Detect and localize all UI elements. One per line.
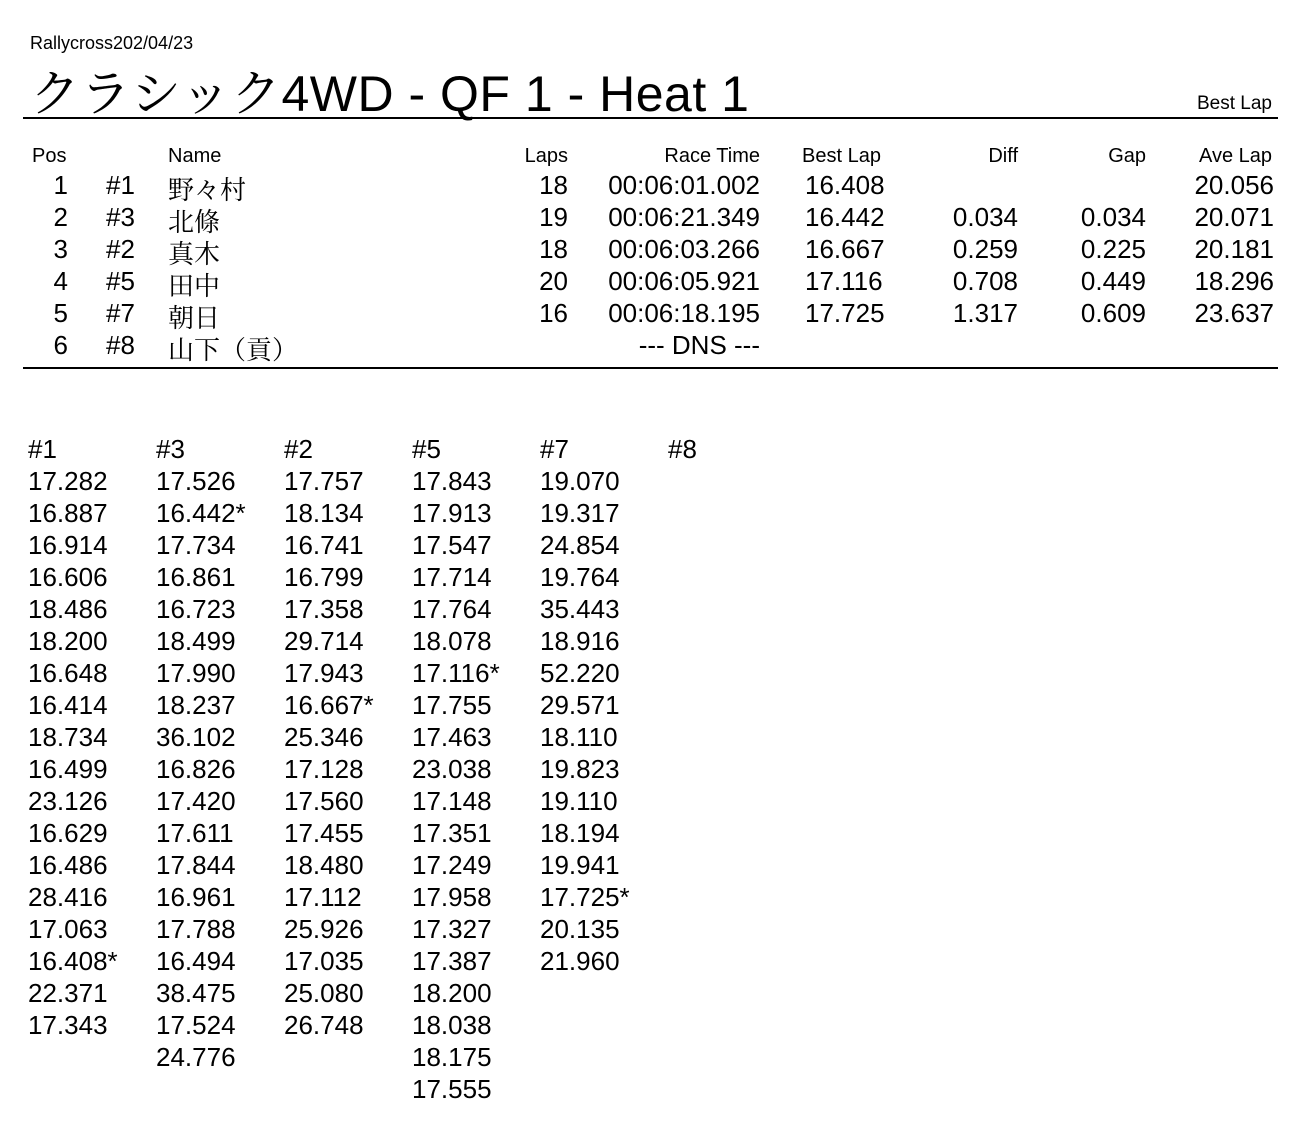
lap-time: 23.038	[412, 754, 492, 784]
cell-gap: 0.034	[1080, 202, 1146, 232]
lap-time: 17.063	[28, 914, 108, 944]
cell-race-time: --- DNS ---	[638, 330, 760, 360]
lap-time: 17.282	[28, 466, 108, 496]
lap-time: 19.764	[540, 562, 620, 592]
lap-time: 18.078	[412, 626, 492, 656]
lap-time: 16.486	[28, 850, 108, 880]
lap-time: 18.916	[540, 626, 620, 656]
lap-time: 18.480	[284, 850, 364, 880]
lap-time: 18.175	[412, 1042, 492, 1072]
cell-driver-name: 山下（貢）	[168, 335, 299, 365]
lap-time: 17.112	[284, 882, 362, 912]
col-header-ave-lap: Ave Lap	[1198, 145, 1272, 167]
lap-time: 16.648	[28, 658, 108, 688]
lap-time: 17.547	[412, 530, 492, 560]
lap-time: 17.420	[156, 786, 236, 816]
cell-pos: 1	[53, 170, 68, 200]
lap-time: 17.524	[156, 1010, 236, 1040]
lap-column	[28, 433, 156, 1041]
lap-time: 29.714	[284, 626, 364, 656]
lap-time: 23.126	[28, 786, 108, 816]
lap-time: 16.723	[156, 594, 236, 624]
lap-time: 18.110	[540, 722, 618, 752]
lap-time: 17.725*	[540, 882, 630, 912]
lap-time: 17.943	[284, 658, 364, 688]
cell-pos: 4	[53, 266, 68, 296]
lap-time: 17.757	[284, 466, 364, 496]
lap-time: 22.371	[28, 978, 108, 1008]
cell-driver-name: 野々村	[168, 175, 247, 205]
lap-column	[668, 433, 796, 465]
lap-time: 17.958	[412, 882, 492, 912]
cell-laps: 18	[539, 234, 568, 264]
cell-car-number: #8	[106, 330, 135, 360]
col-header-diff: Diff	[988, 145, 1018, 167]
lap-time: 21.960	[540, 946, 620, 976]
page-subtitle: Best Lap	[1197, 93, 1272, 114]
lap-time: 25.926	[284, 914, 364, 944]
cell-pos: 2	[53, 202, 68, 232]
cell-best-lap: 16.667	[805, 234, 885, 264]
cell-gap: 0.609	[1080, 298, 1146, 328]
cell-car-number: #2	[106, 234, 135, 264]
cell-gap: 0.225	[1080, 234, 1146, 264]
cell-best-lap: 16.408	[805, 170, 885, 200]
cell-pos: 3	[53, 234, 68, 264]
cell-race-time: 00:06:01.002	[608, 170, 760, 200]
cell-driver-name: 北條	[168, 207, 221, 237]
lap-time: 16.408*	[28, 946, 118, 976]
lap-time: 17.913	[412, 498, 492, 528]
lap-time: 17.844	[156, 850, 236, 880]
lap-time: 16.606	[28, 562, 108, 592]
lap-time: 19.941	[540, 850, 620, 880]
lap-time: 16.414	[28, 690, 108, 720]
lap-column-car-number: #8	[668, 434, 697, 464]
cell-race-time: 00:06:03.266	[608, 234, 760, 264]
lap-time: 16.861	[156, 562, 236, 592]
lap-time: 16.887	[28, 498, 108, 528]
lap-time: 25.346	[284, 722, 364, 752]
cell-diff: 0.259	[952, 234, 1018, 264]
lap-time: 18.200	[28, 626, 108, 656]
lap-time: 17.843	[412, 466, 492, 496]
col-header-best-lap: Best Lap	[802, 145, 881, 167]
lap-time: 18.200	[412, 978, 492, 1008]
cell-best-lap: 16.442	[805, 202, 885, 232]
page-title: クラシック4WD - QF 1 - Heat 1	[30, 66, 750, 122]
cell-laps: 19	[539, 202, 568, 232]
cell-ave-lap: 20.071	[1194, 202, 1274, 232]
cell-car-number: #7	[106, 298, 135, 328]
cell-diff: 0.708	[952, 266, 1018, 296]
lap-time: 17.555	[412, 1074, 492, 1104]
cell-diff: 0.034	[952, 202, 1018, 232]
lap-time: 17.358	[284, 594, 364, 624]
lap-time: 16.442*	[156, 498, 246, 528]
lap-time: 16.914	[28, 530, 108, 560]
lap-time: 17.526	[156, 466, 236, 496]
lap-column-car-number: #7	[540, 434, 569, 464]
lap-time: 17.990	[156, 658, 236, 688]
lap-column-car-number: #2	[284, 434, 313, 464]
lap-time: 38.475	[156, 978, 236, 1008]
lap-time: 18.237	[156, 690, 236, 720]
lap-time: 16.629	[28, 818, 108, 848]
cell-laps: 16	[539, 298, 568, 328]
lap-time: 18.499	[156, 626, 236, 656]
lap-time: 17.148	[412, 786, 492, 816]
lap-time: 19.823	[540, 754, 620, 784]
lap-time: 25.080	[284, 978, 364, 1008]
col-header-race-time: Race Time	[664, 145, 760, 167]
lap-time: 17.734	[156, 530, 236, 560]
cell-ave-lap: 20.181	[1194, 234, 1274, 264]
cell-car-number: #5	[106, 266, 135, 296]
lap-time: 17.788	[156, 914, 236, 944]
cell-gap: 0.449	[1080, 266, 1146, 296]
lap-time: 16.826	[156, 754, 236, 784]
lap-time: 17.249	[412, 850, 492, 880]
lap-time: 16.741	[284, 530, 364, 560]
lap-time: 18.134	[284, 498, 364, 528]
lap-time: 16.799	[284, 562, 364, 592]
lap-time: 19.110	[540, 786, 618, 816]
lap-column	[156, 433, 284, 1073]
lap-time: 17.343	[28, 1010, 108, 1040]
lap-time: 17.116*	[412, 658, 500, 688]
lap-time: 18.194	[540, 818, 620, 848]
cell-race-time: 00:06:05.921	[608, 266, 760, 296]
lap-time: 19.317	[540, 498, 620, 528]
lap-time: 17.611	[156, 818, 234, 848]
lap-time: 29.571	[540, 690, 620, 720]
cell-car-number: #1	[106, 170, 135, 200]
cell-race-time: 00:06:18.195	[608, 298, 760, 328]
event-label: Rallycross202/04/23	[30, 33, 194, 53]
lap-time: 17.755	[412, 690, 492, 720]
lap-time: 17.463	[412, 722, 492, 752]
lap-time: 16.499	[28, 754, 108, 784]
lap-time: 18.734	[28, 722, 108, 752]
cell-diff: 1.317	[952, 298, 1018, 328]
cell-ave-lap: 18.296	[1194, 266, 1274, 296]
lap-time: 17.455	[284, 818, 364, 848]
lap-time: 28.416	[28, 882, 108, 912]
cell-best-lap: 17.116	[805, 266, 883, 296]
lap-time: 18.486	[28, 594, 108, 624]
bottom-divider	[23, 367, 1278, 369]
lap-time: 17.714	[412, 562, 492, 592]
lap-time: 16.961	[156, 882, 236, 912]
lap-time: 17.560	[284, 786, 364, 816]
lap-time: 16.494	[156, 946, 236, 976]
lap-time: 35.443	[540, 594, 620, 624]
lap-time: 18.038	[412, 1010, 492, 1040]
lap-column-car-number: #1	[28, 434, 57, 464]
top-divider	[23, 117, 1278, 119]
lap-time: 17.764	[412, 594, 492, 624]
lap-time: 17.351	[412, 818, 492, 848]
lap-time: 16.667*	[284, 690, 374, 720]
cell-pos: 6	[53, 330, 68, 360]
lap-time: 26.748	[284, 1010, 364, 1040]
col-header-name: Name	[168, 145, 222, 167]
cell-driver-name: 朝日	[168, 303, 221, 333]
col-header-pos: Pos	[32, 145, 67, 167]
lap-time: 20.135	[540, 914, 620, 944]
lap-column-car-number: #3	[156, 434, 185, 464]
cell-race-time: 00:06:21.349	[608, 202, 760, 232]
col-header-laps: Laps	[524, 145, 568, 167]
lap-time: 19.070	[540, 466, 620, 496]
cell-driver-name: 真木	[168, 239, 221, 269]
cell-laps: 18	[539, 170, 568, 200]
lap-time: 17.128	[284, 754, 364, 784]
lap-column	[540, 433, 668, 977]
cell-car-number: #3	[106, 202, 135, 232]
cell-best-lap: 17.725	[805, 298, 885, 328]
lap-column	[284, 433, 412, 1041]
cell-laps: 20	[539, 266, 568, 296]
lap-time: 24.776	[156, 1042, 236, 1072]
cell-ave-lap: 23.637	[1194, 298, 1274, 328]
lap-time: 52.220	[540, 658, 620, 688]
cell-ave-lap: 20.056	[1194, 170, 1274, 200]
lap-column-car-number: #5	[412, 434, 441, 464]
lap-time: 24.854	[540, 530, 620, 560]
lap-time: 17.327	[412, 914, 492, 944]
lap-time: 36.102	[156, 722, 236, 752]
lap-time: 17.035	[284, 946, 364, 976]
lap-time: 17.387	[412, 946, 492, 976]
cell-pos: 5	[53, 298, 68, 328]
col-header-gap: Gap	[1108, 145, 1146, 167]
lap-column	[412, 433, 540, 1105]
cell-driver-name: 田中	[168, 271, 221, 301]
